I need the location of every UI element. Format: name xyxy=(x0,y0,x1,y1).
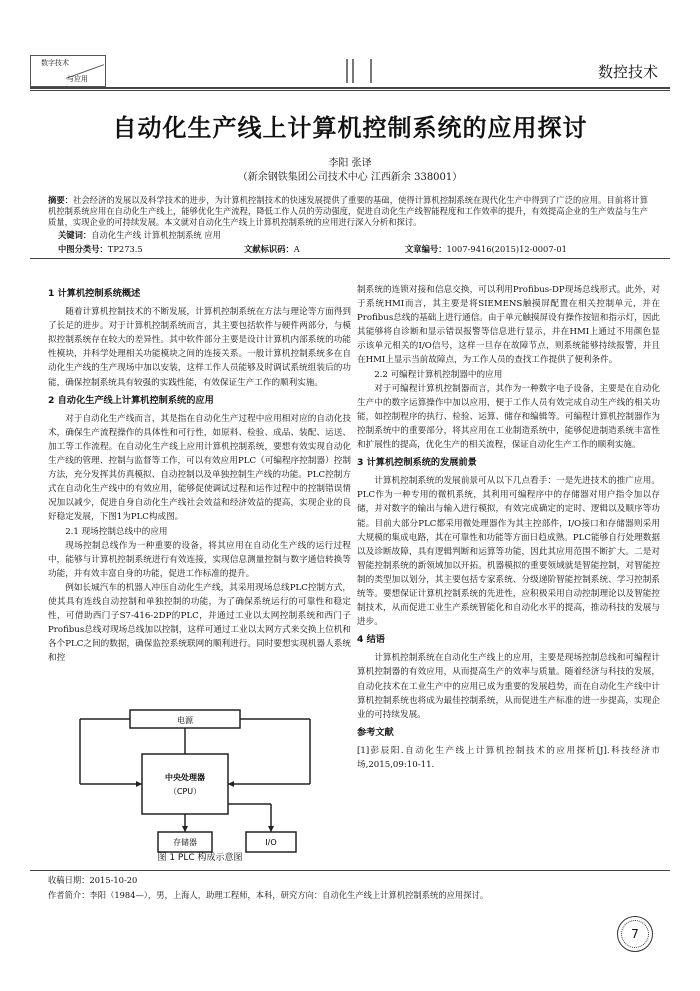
paragraph: 计算机控制系统的发展前景可从以下几点看手：一是先进技术的推广应用。PLC作为一种专用的微机系统，其利用可编程序中的存储器对用户指令加以存储，并对数字的输出与输入进行模拟，有效完成确定的定时、逻辑以及顺序等功能。目前大部分PLC都采用微处理器作为其主控部件，I/O接口和存储器则采用大规模的集成电路，其在可靠性和功能等方面日趋成熟。PLC能够自行处理数据以及诊断故障，具有逻辑判断和运算等功能，因此其应用范围不断扩大。二是对智能控制系统的新领域加以开拓。机器模拟的重要领域就是智能控制，对智能控制的类型加以划分，其主要包括专家系统、分级递阶智能控制系统、学习控制系统等。要想保证计算机控制系统的先进性，应积极采用自动控制理论以及智能控制技术，从而促进工业生产系统智能化和自动化水平的提高，推动科技的发展与进步。 xyxy=(357,476,660,628)
paragraph: 对于自动化生产线而言，其是指在自动化生产过程中应用相对应的自动化技术，确保生产流程操作的具体性和可行性，如原料、检验、成品、装配、运送、加工等工作流程。在自动化生产线上应用计算机控制系统，要想有效实现自动化生产线的管理、控制与监督等工作，可以有效应用PLC（可编程序控制器）控制方法，充分发挥其仿真模拟、自动控制以及单独控制生产线的功能。PLC控制方式在自动化生产线中的有效应用，能够促使调试过程和运作过程中的控制错误情况加以减少，促进自身自动化生产线社会效益和经济效益的提高，实现企业的良好稳定发展，下图1为PLC构成图。 xyxy=(48,413,351,523)
page-number: 7 xyxy=(631,927,639,941)
received-date: 收稿日期：2015-10-20 xyxy=(48,875,138,885)
subheading-2-1: 2.1 现场控制总线中的应用 xyxy=(65,526,168,537)
article-number: 文章编号：1007-9416(2015)12-0007-01 xyxy=(405,244,567,254)
figure-caption: 图 1 PLC 构成示意图 xyxy=(157,853,243,863)
page-header xyxy=(30,55,670,85)
heading-2: 2 自动化生产线上计算机控制系统的应用 xyxy=(48,394,214,406)
heading-1: 1 计算机控制系统概述 xyxy=(48,288,141,299)
abstract-text: 社会经济的发展以及科学技术的进步，为计算机控制技术的快速发展提供了重要的基础，使得计算机控制系统在现代化生产中得到了广泛的应用。目前将计算机控制系统应用在自动化生产线上，能够优化生产流程，降低工作人员的劳动强度，促进自动化生产线智能程度和工作效率的提升，有效提高企业的生产效益与生产质量，实现企业的可持续发展。本文就对自动化生产线上计算机控制系统的应用进行深入分析和探讨。 xyxy=(48,195,648,227)
references-heading: 参考文献 xyxy=(357,726,394,738)
cpu-sub-label: （CPU） xyxy=(168,787,202,796)
io-label: I/O xyxy=(265,838,277,847)
doc-code: 文献标识码：A xyxy=(244,244,300,254)
keywords xyxy=(58,229,221,241)
abstract-label: 摘要： xyxy=(48,195,74,205)
heading-4: 4 结语 xyxy=(357,634,385,646)
article-title: 自动化生产线上计算机控制系统的应用探讨 xyxy=(112,114,588,142)
cpu-label: 中央处理器 xyxy=(165,773,205,782)
logo-line2: 与应用 xyxy=(67,75,88,83)
header-rule-thin xyxy=(30,90,670,91)
abstract xyxy=(48,195,648,228)
paragraph: 制系统的连锁对接和信息交换，可以利用Profibus-DP现场总线形式。此外，对于系统HMI而言，其主要是将SIEMENS触摸屏配置在相关控制单元，并在Profibus总线的基础上进行通信。由于单元触摸屏设有操作按钮和指示灯，因此其能够将自诊断和显示错误报警等信息进行显示，并在HMI上通过不用颜色显示该单元相关的I/O信号，这样一旦存在故障节点，则系统能够持续报警，并且在HMI上显示当前故障点，为工作人员的查找工作提供了便利条件。 xyxy=(357,285,660,366)
heading-3: 3 计算机控制系统的发展前景 xyxy=(357,457,477,469)
paragraph: 计算机控制系统在自动化生产线上的应用，主要是现场控制总线和可编程计算机控制器的有效应用，从而提高生产的效率与质量。随着经济与科技的发展，自动化技术在工业生产中的应用已成为重要的发展趋势，而在自动化生产线中计算机控制系统也将成为最佳控制系统，从而促进生产标准的进一步提高，实现企业的可持续发展。 xyxy=(357,653,660,720)
journal-logo xyxy=(30,55,106,87)
footer-rule xyxy=(30,870,670,871)
paragraph: 对于可编程计算机控制器而言，其作为一种数字电子设备，主要是在自动化生产中的数字运算操作中加以应用，便于工作人员有效完成自动生产线的相关功能，如控制程序的执行、检验、运算、储存和编辑等。可编程计算机控制器作为控制系统中的重要部分，将其应用在工业制造系统中，能够促进制造系统丰富性和扩展性的提高，优化生产的相关流程，保证自动化生产工作的顺利实施。 xyxy=(357,383,660,451)
logo-line1: 数字技术 xyxy=(41,59,69,67)
left-column xyxy=(48,283,351,665)
subheading-2-2: 2.2 可编程计算机控制器中的应用 xyxy=(374,369,503,380)
plc-diagram xyxy=(60,704,340,864)
header-bars xyxy=(346,59,376,83)
clc-number: 中图分类号：TP273.5 xyxy=(58,244,143,254)
plc-diagram-svg xyxy=(60,704,340,854)
reference-item: [1]彭辰阳.自动化生产线上计算机控制技术的应用探析[J].科技经济市场,2015,09:10-11. xyxy=(357,745,660,770)
storage-label: 存储器 xyxy=(173,838,197,847)
page-number-badge xyxy=(617,916,653,952)
paragraph: 现场控制总线作为一种重要的设备，将其应用在自动化生产线的运行过程中，能够与计算机控制系统进行有效连接，实现信息测量控制与数字通信转换等功能，并有效丰富自身的功能，促进工作标准的提升。 xyxy=(48,540,351,579)
cpu-box xyxy=(142,754,228,814)
affiliation: （新余钢铁集团公司技术中心 江西新余 338001） xyxy=(237,172,463,183)
header-rule xyxy=(30,87,670,89)
paragraph: 随着计算机控制技术的不断发展，计算机控制系统在方法与理论等方面得到了长足的进步。对于计算机控制系统而言，其主要包括软件与硬件两部分，与模拟控制系统存在较大的差异性。其中软件部分主要是设计计算机内部系统的功能性模块，并科学处理相关功能模块之间的连接关系。一般计算机控制系统多在自动化生产线的生产现场中加以安装，这样工作人员能够及时调试系统组装后的功能，确保控制系统具有较强的实践性能，有效保证生产工作的顺利实施。 xyxy=(48,307,351,388)
author-bio: 作者简介：李阳（1984—），男，上海人，助理工程师，本科，研究方向：自动化生产线上计算机控制系统的应用探讨。 xyxy=(48,890,489,900)
keywords-text: 自动化生产线 计算机控制系统 应用 xyxy=(91,230,221,240)
keywords-label: 关键词： xyxy=(58,230,92,240)
abstract-rule xyxy=(30,258,670,259)
section-name: 数控技术 xyxy=(597,63,658,81)
right-column xyxy=(357,283,660,772)
paragraph: 例如长城汽车的机器人冲压自动化生产线，其采用现场总线PLC控制方式，使其具有连线自动控制和单独控制的功能，为了确保系统运行的可靠性和稳定性，可借助西门子S7-416-2DP的PLC，并通过工业以太网控制系统和西门子Profibus总线对现场总线加以控制，这样可通过工业以太网方式来交换上位机和各个PLC之间的数据，确保监控系统联网的顺利进行。同时要想实现机器人系统和控 xyxy=(48,582,351,664)
authors: 李阳 张译 xyxy=(328,158,372,169)
power-label: 电源 xyxy=(177,716,193,725)
